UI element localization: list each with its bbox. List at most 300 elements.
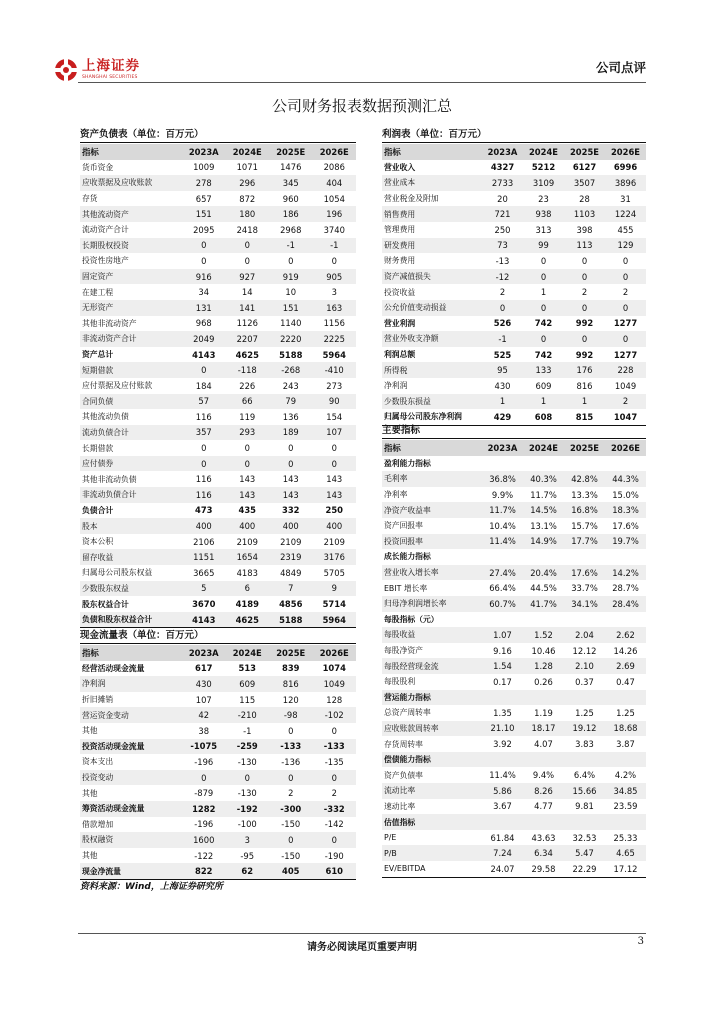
cell-value: 28 [579,193,590,204]
cell-value: 430 [182,676,226,692]
cell-value: 2.10 [564,658,605,674]
row-label: 固定资产 [80,269,182,285]
cell-value: 3.67 [493,801,512,812]
company-logo [54,56,140,84]
cell-value: 128 [326,694,343,705]
cell-value: 2733 [482,175,523,191]
cell-value: 151 [269,300,313,316]
cell-value: 3.92 [493,739,512,750]
cell-value: 3.87 [616,739,635,750]
cell-value: 143 [269,487,313,503]
cell-value: 1.19 [534,707,553,718]
column-header-metric: 指标 [382,440,482,456]
cell-value: 278 [182,175,226,191]
cell-value: 513 [238,663,256,674]
cell-value: 23.59 [613,801,638,812]
row-label: 折旧摊销 [82,695,114,705]
cell-value: 2095 [193,224,215,235]
cell-value: 0 [564,331,605,347]
row-label: 净利润 [80,676,182,692]
table-row [80,300,356,316]
table-row [382,331,646,347]
row-label: 归属母公司股东净利润 [382,409,482,425]
cell-value: 968 [195,318,212,329]
cell-value: 62 [226,863,270,879]
cell-value: 1 [482,394,523,410]
row-label: 销售费用 [382,206,482,222]
cell-value: 400 [269,518,313,534]
row-label: 应收票据及应收账款 [80,175,182,191]
cell-value: 4.77 [534,801,553,812]
cell-value: 0 [605,269,646,285]
row-label: 投资变动 [80,770,182,786]
cell-value [605,814,646,830]
cell-value: -332 [313,801,357,817]
key-indicators-table [382,440,646,878]
table-row [382,534,646,550]
row-label: 负债和股东权益合计 [80,612,182,628]
cell-value: 250 [325,505,343,516]
column-header-year: 2025E [269,645,313,661]
cell-value: 296 [226,175,270,191]
row-label: 短期借款 [80,362,182,378]
cell-value: -122 [194,850,214,861]
cell-value: -1 [243,725,252,736]
page-number: 3 [637,936,644,947]
cell-value: 0 [523,300,564,316]
row-label: 营业外收支净额 [382,331,482,347]
row-label: 在建工程 [82,287,114,297]
cell-value: 3665 [193,567,215,578]
cell-value: 119 [239,411,256,422]
cell-value: 14.9% [523,534,564,550]
cell-value: 9.81 [575,801,594,812]
cell-value: 41.7% [523,596,564,612]
cell-value: 141 [226,300,270,316]
cell-value: 919 [269,269,313,285]
income-header-row [382,144,646,160]
cell-value: 21.10 [482,721,523,737]
cell-value: 73 [482,238,523,254]
balance-sheet-title-rule [80,142,356,143]
table-row [80,692,356,708]
cell-value: 13.1% [530,520,557,531]
row-label: 资本支出 [82,757,114,767]
table-row [382,814,646,830]
table-row [80,817,356,833]
row-label: 每股指标（元） [384,614,439,624]
column-header-year: 2023A [182,645,226,661]
cell-value: 0 [244,255,250,266]
cell-value: 14.5% [523,502,564,518]
cell-value: 17.12 [605,861,646,877]
table-row [382,284,646,300]
table-row [382,658,646,674]
cell-value: 742 [534,318,553,329]
cell-value: 609 [535,380,552,391]
cell-value: -268 [269,362,313,378]
cell-value: 742 [534,349,553,360]
cell-value: -142 [324,819,344,830]
row-label: 成长能力指标 [384,552,431,562]
row-label: 非流动负债合计 [80,487,182,503]
cell-value: 4.2% [614,770,637,781]
cell-value: -130 [237,788,257,799]
cell-value: 1476 [280,162,302,173]
cell-value: 0 [313,456,357,472]
row-label: 经营活动现金流量 [82,663,145,673]
cell-value: -196 [194,756,214,767]
cell-value: 90 [313,394,357,410]
cell-value: 0 [523,269,564,285]
row-label: 筹资活动现金流量 [80,801,182,817]
cell-value: 226 [239,380,256,391]
cell-value: 0.47 [616,676,635,687]
table-row [80,425,356,441]
cell-value: 872 [239,193,256,204]
cell-value: -95 [240,850,255,861]
cell-value: 17.7% [564,534,605,550]
balance-sheet-table [80,144,356,628]
column-header-year: 2026E [605,440,646,456]
cell-value: -210 [226,707,270,723]
cell-value: 15.0% [612,489,639,500]
table-row [80,754,356,770]
table-row [382,160,646,176]
cell-value: 11.7% [530,489,557,500]
cell-value: 526 [493,318,512,329]
row-label: 投资收益 [384,287,416,297]
cell-value: 2418 [236,224,258,235]
table-row [80,785,356,801]
cell-value [523,549,564,565]
cell-value: -192 [226,801,270,817]
income-statement-table [382,144,646,426]
table-row [382,549,646,565]
cell-value: 0 [605,300,646,316]
cell-value: 0.37 [575,676,594,687]
cell-value: -98 [269,707,313,723]
cell-value: 839 [282,663,300,674]
cell-value: 18.17 [523,721,564,737]
row-label: 资产减值损失 [382,269,482,285]
cell-value: 1140 [280,318,302,329]
cell-value: 525 [493,349,512,360]
cell-value: 28.7% [612,583,639,594]
cell-value: 3670 [192,599,216,610]
cell-value: 28.4% [605,596,646,612]
row-label: 速动比率 [384,801,416,811]
cell-value: 609 [226,676,270,692]
cell-value: 405 [269,863,313,879]
cell-value: 107 [195,694,212,705]
cell-value: 0 [269,456,313,472]
cell-value: 1071 [236,162,258,173]
cell-value: 1047 [605,409,646,425]
cell-value: 1126 [236,318,258,329]
cell-value: 113 [564,238,605,254]
cell-value: 0 [288,725,294,736]
table-row [80,801,356,817]
cell-value: 163 [313,300,357,316]
table-row [382,565,646,581]
row-label: 净资产收益率 [382,502,482,518]
cell-value: 1600 [182,832,226,848]
cell-value: 9 [313,581,357,597]
column-header-year: 2023A [182,144,226,160]
cell-value: 1282 [182,801,226,817]
cell-value: 22.29 [564,861,605,877]
cell-value: 7.24 [482,845,523,861]
table-row [80,269,356,285]
table-row [80,581,356,597]
row-label: 应付债券 [80,456,182,472]
cell-value: 4327 [490,162,515,173]
cell-value: 5188 [269,612,313,628]
disclaimer-text: 请务必阅读尾页重要声明 [307,942,417,953]
cell-value: -150 [281,819,301,830]
cell-value: 176 [564,362,605,378]
cell-value: 1049 [614,380,637,391]
row-label: 偿债能力指标 [382,752,482,768]
cell-value: -118 [226,362,270,378]
cell-value: -1 [482,331,523,347]
cell-value: 455 [617,224,634,235]
cell-value: -13 [495,255,510,266]
cell-value [482,456,523,472]
cell-value: 916 [182,269,226,285]
cell-value: 0 [622,255,629,266]
table-row [80,284,356,300]
row-label: 估值指标 [382,814,482,830]
row-label: 借款增加 [82,819,114,829]
cell-value: 473 [195,505,213,516]
cell-value: -190 [324,850,344,861]
cell-value: 313 [535,224,552,235]
cell-value: 14.26 [613,645,638,656]
row-label: 流动负债合计 [80,425,182,441]
table-row [80,191,356,207]
report-type: 公司点评 [595,60,646,75]
cell-value: 400 [226,518,270,534]
table-row [382,206,646,222]
cashflow-table [80,645,356,880]
cell-value: 0 [201,255,207,266]
table-row [382,175,646,191]
cell-value: 1049 [313,676,357,692]
cell-value: 15.66 [564,783,605,799]
cell-value: 1 [564,394,605,410]
table-row [382,783,646,799]
table-row [80,160,356,176]
cell-value: 60.7% [482,596,523,612]
cell-value [523,814,564,830]
cell-value: 3740 [323,224,345,235]
row-label: 营业收入增长率 [382,565,482,581]
table-row [80,175,356,191]
cell-value: 11.4% [489,770,516,781]
cell-value: 57 [182,394,226,410]
cell-value: 143 [313,487,357,503]
cell-value [605,549,646,565]
cell-value: 243 [282,380,299,391]
row-label: 营业利润 [384,318,416,328]
table-row [382,362,646,378]
key-indicators-title [382,424,646,438]
table-row [382,752,646,768]
cell-value: 14 [241,287,253,298]
cell-value: 0 [269,832,313,848]
cell-value: 0 [331,443,337,454]
table-row [382,799,646,815]
cell-value: -150 [281,850,301,861]
table-row [382,238,646,254]
cell-value: 5964 [313,612,357,628]
cell-value: 116 [195,411,212,422]
table-row [80,253,356,269]
row-label: 股权融资 [80,832,182,848]
cell-value [523,690,564,706]
cell-value: 398 [576,224,593,235]
cell-value: 2 [581,287,588,298]
cell-value: 1.54 [482,658,523,674]
table-row [80,612,356,628]
cell-value: 2207 [226,331,270,347]
cell-value: 4625 [235,349,259,360]
cell-value: 12.12 [572,645,597,656]
table-row [80,394,356,410]
cell-value: 960 [282,193,299,204]
cell-value: 2049 [182,331,226,347]
cell-value: 20 [497,193,508,204]
cell-value: 1.07 [482,627,523,643]
cell-value: 0 [288,443,294,454]
cell-value: 10 [285,287,297,298]
cell-value: 5714 [322,599,346,610]
cell-value: 19.7% [605,534,646,550]
cell-value: 2 [288,788,294,799]
row-label: 投资活动现金流量 [80,739,182,755]
table-row [80,206,356,222]
cell-value: 16.8% [564,502,605,518]
table-row [382,674,646,690]
cell-value: 610 [313,863,357,879]
cell-value [605,752,646,768]
cell-value: -196 [194,819,214,830]
cell-value: 1277 [613,349,638,360]
cell-value: 5.86 [482,783,523,799]
indicators-header-row [382,440,646,456]
cell-value: 40.3% [523,471,564,487]
cell-value: 38 [198,725,210,736]
cell-value: 19.12 [564,721,605,737]
cell-value: -100 [237,819,257,830]
row-label: 资本公积 [82,537,114,547]
table-row [382,502,646,518]
row-label: 资产回报率 [384,521,423,531]
table-row [80,848,356,864]
cell-value: 400 [182,518,226,534]
table-row [382,580,646,596]
cell-value: 2109 [280,536,302,547]
cell-value: -1 [313,238,357,254]
cell-value: 5188 [279,349,303,360]
row-label: 投资回报率 [382,534,482,550]
cell-value: 0 [313,770,357,786]
cell-value: 0 [313,832,357,848]
cell-value: 0 [226,770,270,786]
row-label: 存货周转率 [384,739,423,749]
column-header-year: 2024E [226,144,270,160]
row-label: 留存收益 [80,549,182,565]
row-label: 应付票据及应付账款 [82,381,153,391]
table-row [80,471,356,487]
row-label: 现金净流量 [80,863,182,879]
table-row [382,721,646,737]
cell-value: 1.35 [493,707,512,718]
row-label: 总资产周转率 [384,708,431,718]
table-row [382,191,646,207]
cell-value: 822 [182,863,226,879]
table-row [80,222,356,238]
row-label: EV/EBITDA [382,861,482,877]
row-label: 盈利能力指标 [384,458,431,468]
table-row [382,845,646,861]
row-label: 应收账款周转率 [382,721,482,737]
row-label: 每股股利 [384,677,416,687]
cell-value [523,612,564,628]
cell-value: 429 [482,409,523,425]
cell-value: 25.33 [613,832,638,843]
cell-value: 0 [182,770,226,786]
cell-value: 2 [622,287,629,298]
income-statement-title-rule [382,142,646,143]
cell-value: 2220 [269,331,313,347]
cell-value: 133 [523,362,564,378]
cell-value: 0 [331,725,337,736]
cell-value: 332 [282,505,300,516]
cell-value: 400 [313,518,357,534]
cell-value: 44.5% [530,583,557,594]
column-header-metric: 指标 [382,144,482,160]
cell-value: 0 [564,269,605,285]
column-header-year: 2026E [313,645,357,661]
cell-value: 2086 [323,162,345,173]
cell-value [523,456,564,472]
table-row [382,690,646,706]
cashflow-title [80,629,356,643]
cell-value: 2.62 [605,627,646,643]
row-label: 流动资产合计 [82,225,129,235]
cell-value: 79 [269,394,313,410]
cell-value: 228 [605,362,646,378]
cell-value: 0 [540,255,547,266]
cell-value: 143 [326,474,343,485]
cell-value: 0 [182,456,226,472]
cell-value: 938 [523,206,564,222]
cell-value: 2319 [269,549,313,565]
cell-value: 34.85 [605,783,646,799]
cell-value: 617 [195,663,213,674]
cell-value: 3176 [313,549,357,565]
cell-value: 0 [482,300,523,316]
cell-value: 6.34 [523,845,564,861]
cell-value: 143 [282,474,299,485]
table-row [80,739,356,755]
cell-value: 3 [226,832,270,848]
table-row [382,347,646,363]
cell-value: 27.4% [482,565,523,581]
